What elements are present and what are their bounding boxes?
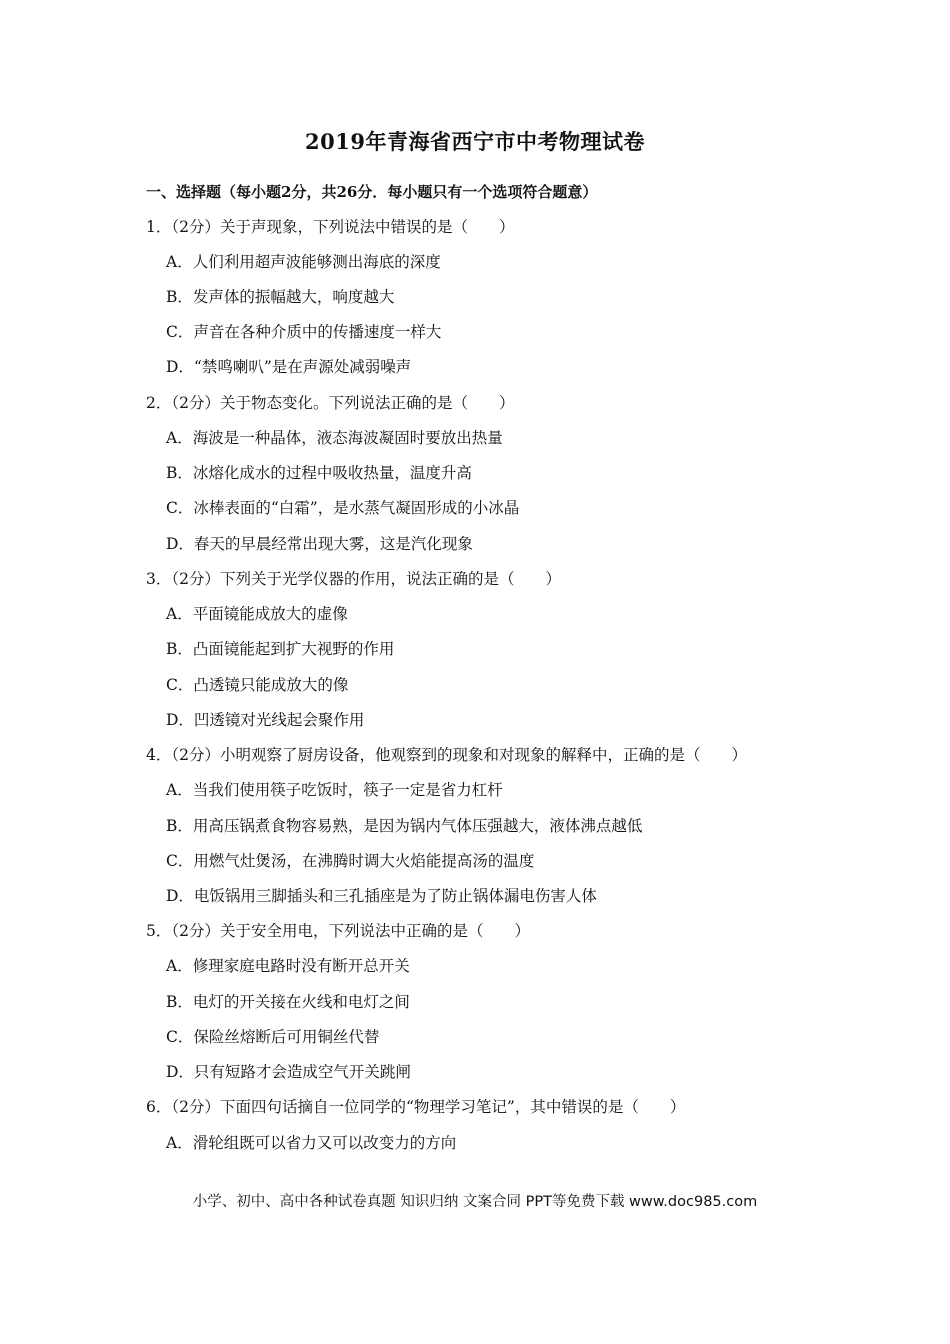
page-title: 2019年青海省西宁市中考物理试卷 <box>305 129 645 154</box>
question-option: D．电饭锅用三脚插头和三孔插座是为了防止锅体漏电伤害人体 <box>166 887 597 905</box>
question-stem: 4．（2分）小明观察了厨房设备，他观察到的现象和对现象的解释中，正确的是（ ） <box>146 746 747 764</box>
footer-note: 小学、初中、高中各种试卷真题 知识归纳 文案合同 PPT等免费下载 www.doc985.com <box>192 1194 758 1210</box>
question-option: B．电灯的开关接在火线和电灯之间 <box>166 993 410 1011</box>
question-option: D．“禁鸣喇叭”是在声源处减弱噪声 <box>166 358 412 376</box>
question-option: C．保险丝熔断后可用铜丝代替 <box>166 1028 380 1046</box>
question-stem: 5．（2分）关于安全用电，下列说法中正确的是（ ） <box>146 922 530 940</box>
question-option: A．修理家庭电路时没有断开总开关 <box>166 957 410 975</box>
question-option: D．凹透镜对光线起会聚作用 <box>166 711 365 729</box>
question-option: A．滑轮组既可以省力又可以改变力的方向 <box>166 1134 457 1152</box>
question-option: C．冰棒表面的“白霜”，是水蒸气凝固形成的小冰晶 <box>166 499 520 517</box>
question-option: B．凸面镜能起到扩大视野的作用 <box>166 640 395 658</box>
question-option: C．用燃气灶煲汤，在沸腾时调大火焰能提高汤的温度 <box>166 852 535 870</box>
question-stem: 3．（2分）下列关于光学仪器的作用，说法正确的是（ ） <box>146 570 561 588</box>
question-option: B．冰熔化成水的过程中吸收热量，温度升高 <box>166 464 472 482</box>
question-stem: 1．（2分）关于声现象，下列说法中错误的是（ ） <box>146 218 515 236</box>
question-option: A．平面镜能成放大的虚像 <box>166 605 348 623</box>
question-option: B．用高压锅煮食物容易熟，是因为锅内气体压强越大，液体沸点越低 <box>166 817 643 835</box>
question-stem: 2．（2分）关于物态变化。下列说法正确的是（ ） <box>146 394 515 412</box>
question-option: C．声音在各种介质中的传播速度一样大 <box>166 323 442 341</box>
question-option: C．凸透镜只能成放大的像 <box>166 676 349 694</box>
question-option: A．人们利用超声波能够测出海底的深度 <box>166 253 441 271</box>
question-option: D．只有短路才会造成空气开关跳闸 <box>166 1063 411 1081</box>
question-stem: 6．（2分）下面四句话摘自一位同学的“物理学习笔记”，其中错误的是（ ） <box>146 1098 686 1116</box>
question-option: B．发声体的振幅越大，响度越大 <box>166 288 395 306</box>
question-option: D．春天的早晨经常出现大雾，这是汽化现象 <box>166 535 473 553</box>
section-heading: 一、选择题（每小题2分，共26分．每小题只有一个选项符合题意） <box>146 183 598 201</box>
question-option: A．海波是一种晶体，液态海波凝固时要放出热量 <box>166 429 503 447</box>
question-option: A．当我们使用筷子吃饭时，筷子一定是省力杠杆 <box>166 781 503 799</box>
